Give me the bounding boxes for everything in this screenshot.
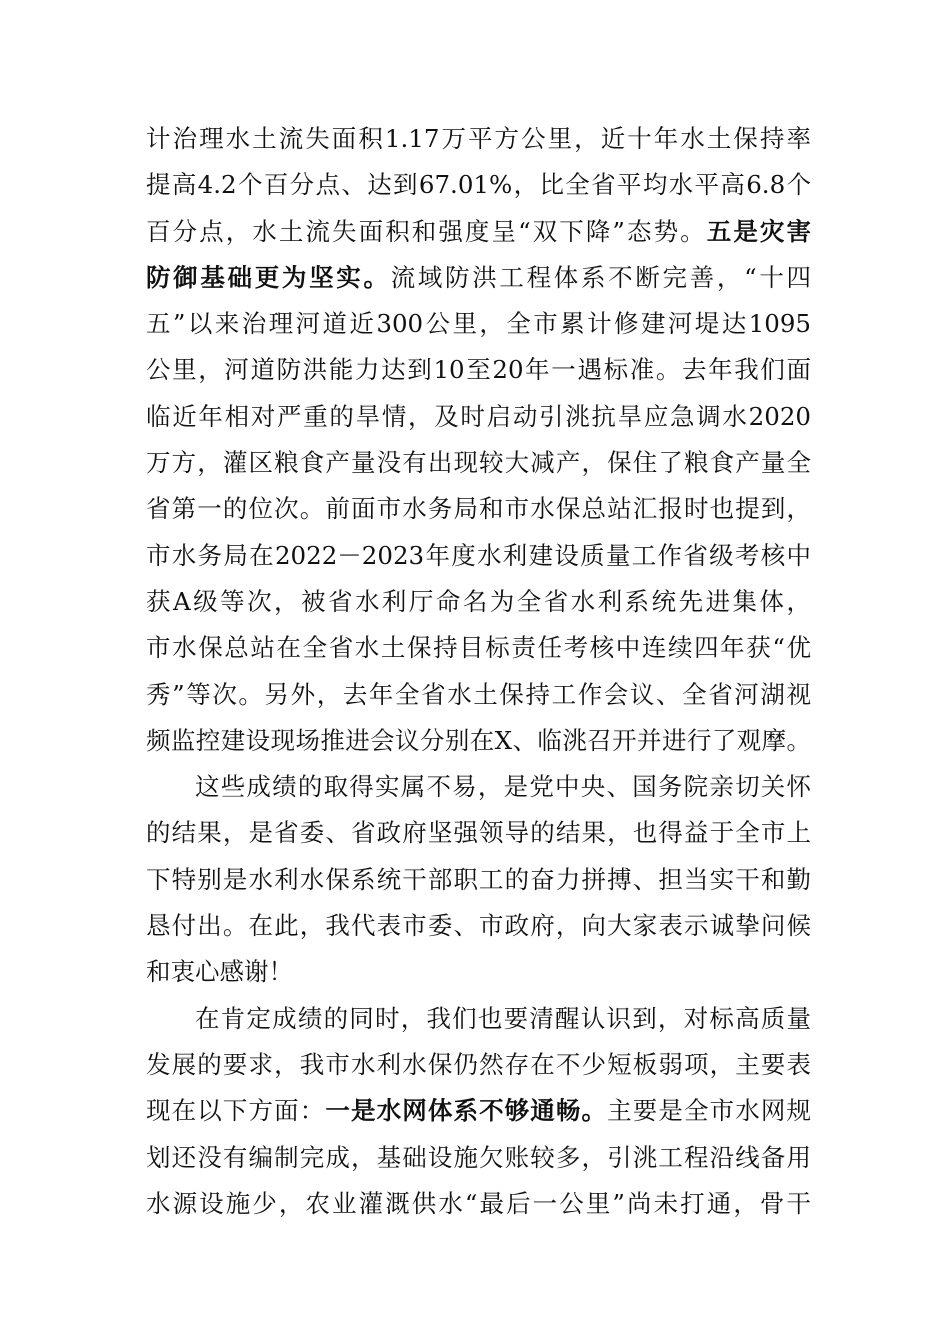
text-line: 水源设施少，农业灌溉供水“最后一公里”尚未打通，骨干	[146, 1188, 811, 1218]
text-line: 防御基础更为坚实。流域防洪工程体系不断完善，“十四	[146, 262, 811, 292]
text-line: 的结果，是省委、省政府坚强领导的结果，也得益于全市上	[146, 818, 811, 848]
text-line: 下特别是水利水保系统干部职工的奋力拼搏、担当实干和勤	[146, 864, 811, 894]
paragraph-3	[146, 996, 811, 1227]
text-line: 频监控建设现场推进会议分别在X、临洮召开并进行了观摩。	[146, 725, 811, 755]
text-line: 市水务局在2022－2023年度水利建设质量工作省级考核中	[146, 540, 811, 570]
text-line: 在肯定成绩的同时，我们也要清醒认识到，对标高质量	[195, 1003, 811, 1033]
text-line: 划还没有编制完成，基础设施欠账较多，引洮工程沿线备用	[146, 1142, 811, 1172]
text-line: 现在以下方面：一是水网体系不够通畅。主要是全市水网规	[146, 1096, 811, 1126]
text-line: 获A级等次，被省水利厅命名为全省水利系统先进集体，	[146, 586, 811, 616]
paragraph-1	[146, 116, 811, 764]
text-line: 临近年相对严重的旱情，及时启动引洮抗旱应急调水2020	[146, 401, 811, 431]
text-line: 五”以来治理河道近300公里，全市累计修建河堤达1095	[146, 309, 811, 339]
text-line: 提高4.2个百分点、达到67.01%，比全省平均水平高6.8个	[146, 170, 811, 200]
text-line: 秀”等次。另外，去年全省水土保持工作会议、全省河湖视	[146, 679, 811, 709]
text-line: 和衷心感谢！	[146, 957, 293, 987]
text-line: 计治理水土流失面积1.17万平方公里，近十年水土保持率	[146, 124, 811, 153]
text-line: 公里，河道防洪能力达到10至20年一遇标准。去年我们面	[146, 355, 811, 385]
text-line: 省第一的位次。前面市水务局和市水保总站汇报时也提到，	[146, 494, 811, 524]
text-line: 万方，灌区粮食产量没有出现较大减产，保住了粮食产量全	[146, 448, 811, 478]
text-line: 这些成绩的取得实属不易，是党中央、国务院亲切关怀	[195, 772, 811, 802]
body-text	[146, 116, 811, 1227]
bold-heading: 五是灾害	[706, 216, 811, 246]
text-line: 市水保总站在全省水土保持目标责任考核中连续四年获“优	[146, 633, 811, 663]
paragraph-2	[146, 764, 811, 995]
text-line: 发展的要求，我市水利水保仍然存在不少短板弱项，主要表	[146, 1049, 811, 1079]
bold-heading: 一是水网体系不够通畅。	[325, 1096, 608, 1126]
text-line: 百分点，水土流失面积和强度呈“双下降”态势。五是灾害	[146, 216, 811, 246]
bold-heading: 防御基础更为坚实。	[146, 262, 391, 292]
text-line: 恳付出。在此，我代表市委、市政府，向大家表示诚挚问候	[146, 911, 811, 941]
